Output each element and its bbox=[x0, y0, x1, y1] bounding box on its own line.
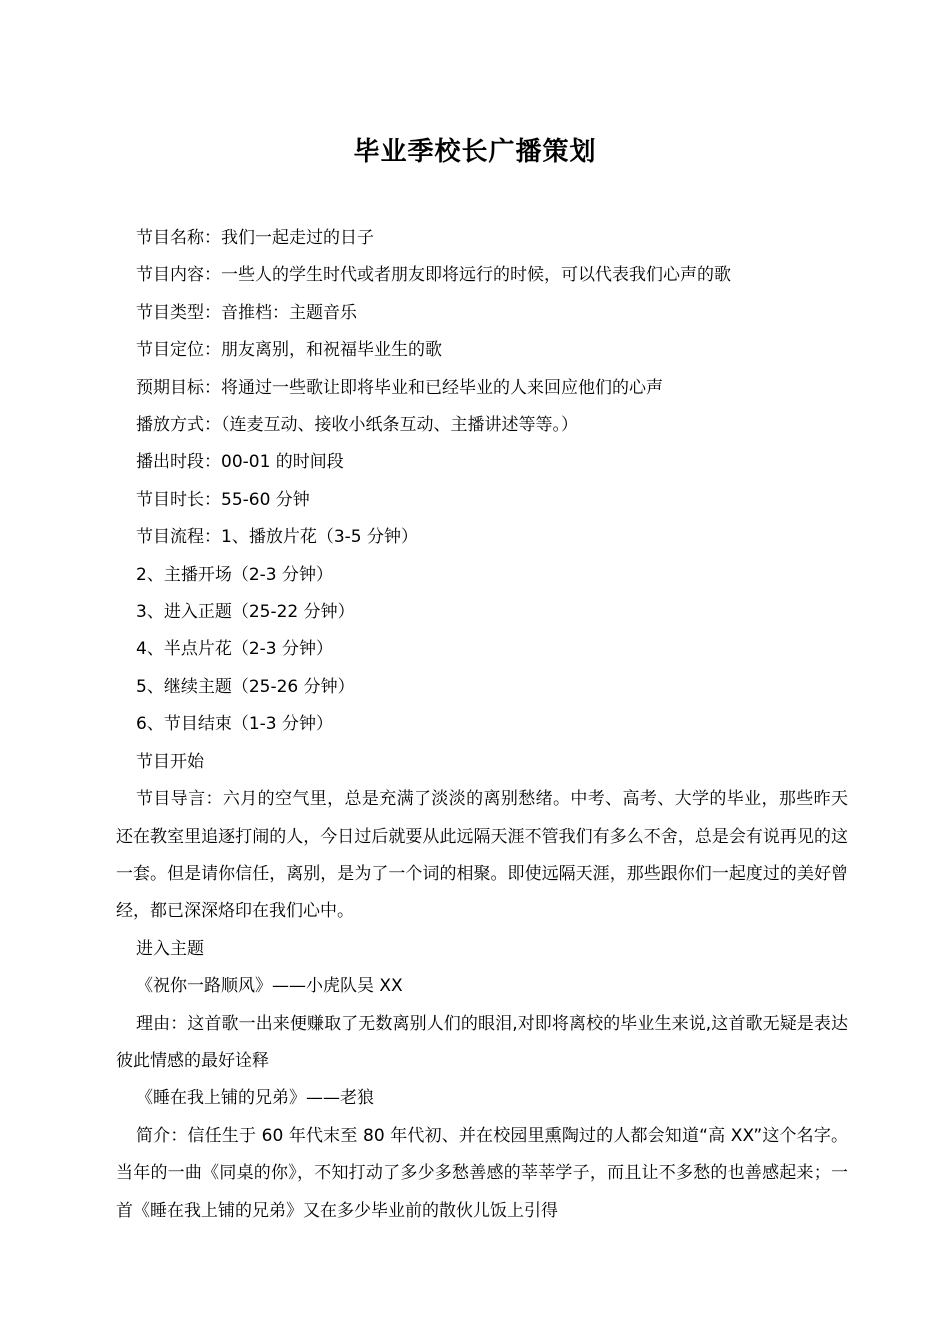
song2-title: 《睡在我上铺的兄弟》——老狼 bbox=[136, 1088, 374, 1109]
flow-line-6: 6、节目结束（1-3 分钟） bbox=[136, 714, 333, 735]
enter-theme-line: 进入主题 bbox=[136, 938, 204, 959]
flow-line-1: 节目流程：1、播放片花（3-5 分钟） bbox=[136, 527, 418, 548]
song2-intro: 简介：信任生于 60 年代末至 80 年代初、并在校园里熏陶过的人都会知道“高 XX”这个名字。当年的一曲《同桌的你》，不知打动了多少多愁善感的莘莘学子，而且让不多愁的也善感起来；一首《睡在我上铺的兄弟》又在多少毕业前的散伙儿饭上引得 bbox=[116, 1125, 848, 1221]
program-positioning-line: 节目定位：朋友离别，和祝福毕业生的歌 bbox=[136, 340, 442, 361]
document-body bbox=[116, 220, 848, 1230]
document-title: 毕业季校长广播策划 bbox=[353, 137, 597, 167]
flow-line-4: 4、半点片花（2-3 分钟） bbox=[136, 639, 333, 660]
program-name-line: 节目名称：我们一起走过的日子 bbox=[136, 228, 374, 248]
song1-title: 《祝你一路顺风》——小虎队吴 XX bbox=[136, 976, 403, 997]
intro-paragraph: 节目导言：六月的空气里，总是充满了淡淡的离别愁绪。中考、高考、大学的毕业，那些昨天还在教室里追逐打闹的人，今日过后就要从此远隔天涯不管我们有多么不舍，总是会有说再见的这一套。但是请你信任，离别，是为了一个词的相聚。即使远隔天涯，那些跟你们一起度过的美好曾经，都已深深烙印在我们心中。 bbox=[116, 789, 848, 922]
program-content-line: 节目内容：一些人的学生时代或者朋友即将远行的时候，可以代表我们心声的歌 bbox=[136, 265, 731, 286]
program-type-line: 节目类型：音推档：主题音乐 bbox=[136, 302, 357, 323]
song1-reason: 理由：这首歌一出来便赚取了无数离别人们的眼泪,对即将离校的毕业生来说,这首歌无疑是表达彼此情感的最好诠释 bbox=[116, 1013, 848, 1071]
flow-line-3: 3、进入正题（25-22 分钟） bbox=[136, 602, 355, 623]
flow-line-5: 5、继续主题（25-26 分钟） bbox=[136, 676, 355, 697]
duration-line: 节目时长：55-60 分钟 bbox=[136, 489, 310, 510]
expected-goal-line: 预期目标：将通过一些歌让即将毕业和已经毕业的人来回应他们的心声 bbox=[136, 377, 663, 398]
broadcast-mode-line: 播放方式：（连麦互动、接收小纸条互动、主播讲述等等。） bbox=[136, 415, 578, 436]
program-start-line: 节目开始 bbox=[136, 751, 204, 772]
air-time-line: 播出时段：00-01 的时间段 bbox=[136, 452, 344, 473]
flow-line-2: 2、主播开场（2-3 分钟） bbox=[136, 564, 333, 585]
